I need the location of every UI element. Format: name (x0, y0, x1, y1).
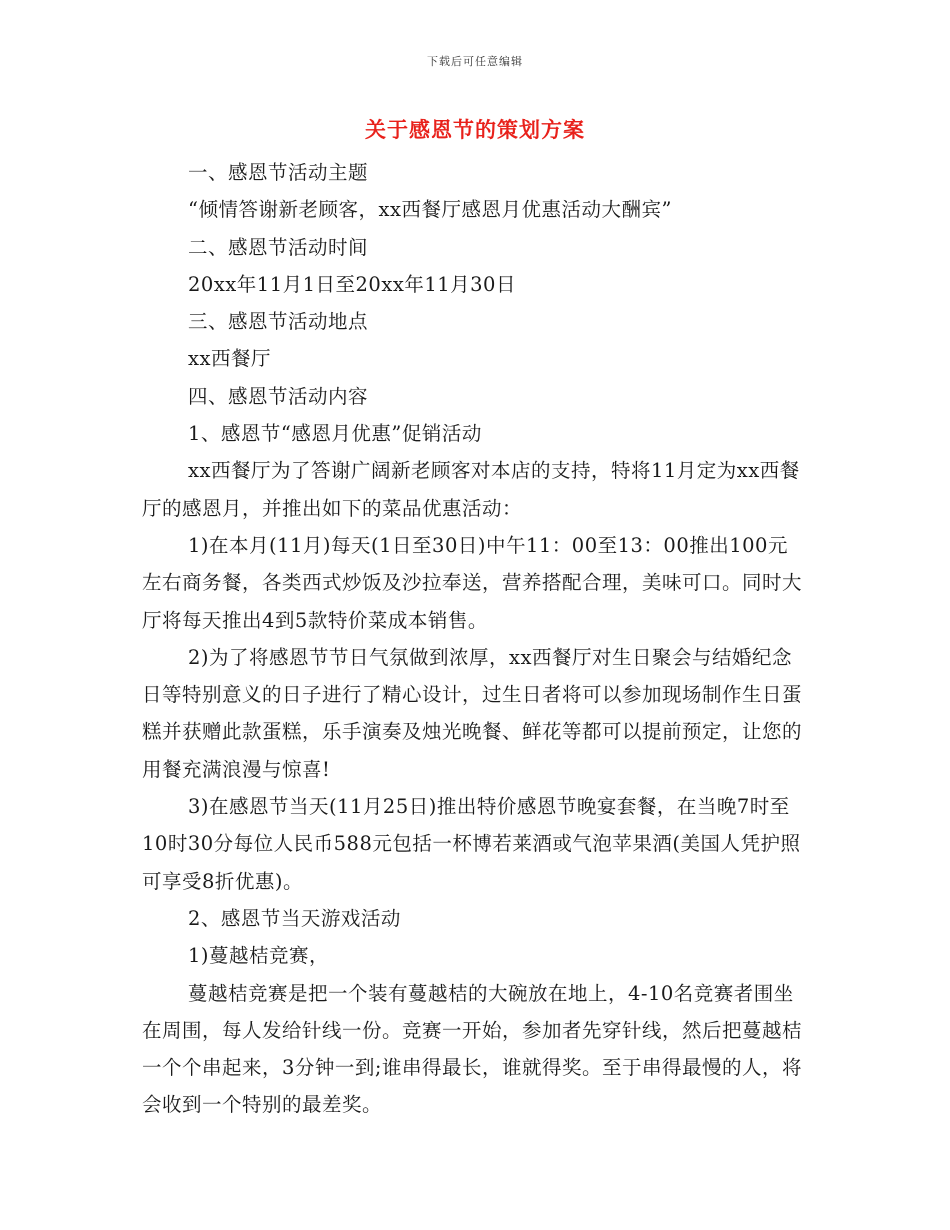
section-heading-location: 三、感恩节活动地点 (188, 310, 369, 334)
paragraph-intro: xx西餐厅为了答谢广阔新老顾客对本店的支持，特将11月定为xx西餐厅的感恩月，并推出如下的菜品优惠活动： (142, 459, 800, 520)
section-heading-time: 二、感恩节活动时间 (188, 235, 369, 259)
paragraph-item-1: 1)在本月(11月)每天(1日至30日)中午11：00至13：00推出100元左右商务餐，各类西式炒饭及沙拉奉送，营养搭配合理，美味可口。同时大厅将每天推出4到5款特价菜成本销售。 (142, 533, 803, 632)
document-body (142, 154, 807, 1124)
section-heading-content: 四、感恩节活动内容 (188, 384, 369, 408)
event-location: xx西餐厅 (188, 347, 271, 371)
paragraph-item-2: 2)为了将感恩节节日气氛做到浓厚，xx西餐厅对生日聚会与结婚纪念日等特别意义的日子进行了精心设计，过生日者将可以参加现场制作生日蛋糕并获赠此款蛋糕，乐手演奏及烛光晚餐、鲜花等都可以提前预定，让您的用餐充满浪漫与惊喜! (142, 645, 803, 781)
subsection-heading-promotion: 1、感恩节“感恩月优惠”促销活动 (188, 422, 482, 446)
header-note: 下载后可任意编辑 (427, 55, 523, 68)
paragraph-cranberry-game: 蔓越桔竞赛是把一个装有蔓越桔的大碗放在地上，4-10名竞赛者围坐在周围，每人发给针线一份。竞赛一开始，参加者先穿针线，然后把蔓越桔一个个串起来，3分钟一到;谁串得最长，谁就得奖。至于串得最慢的人，将会收到一个特别的最差奖。 (142, 981, 803, 1117)
theme-slogan: “倾情答谢新老顾客，xx西餐厅感恩月优惠活动大酬宾” (188, 198, 672, 222)
subsection-heading-games: 2、感恩节当天游戏活动 (188, 906, 401, 930)
game-heading-cranberry: 1)蔓越桔竞赛， (188, 944, 330, 968)
section-heading-theme: 一、感恩节活动主题 (188, 161, 369, 184)
document-title: 关于感恩节的策划方案 (365, 117, 585, 142)
paragraph-item-3: 3)在感恩节当天(11月25日)推出特价感恩节晚宴套餐，在当晚7时至10时30分每位人民币588元包括一杯博若莱酒或气泡苹果酒(美国人凭护照可享受8折优惠)。 (142, 795, 801, 893)
event-time: 20xx年11月1日至20xx年11月30日 (188, 272, 516, 296)
